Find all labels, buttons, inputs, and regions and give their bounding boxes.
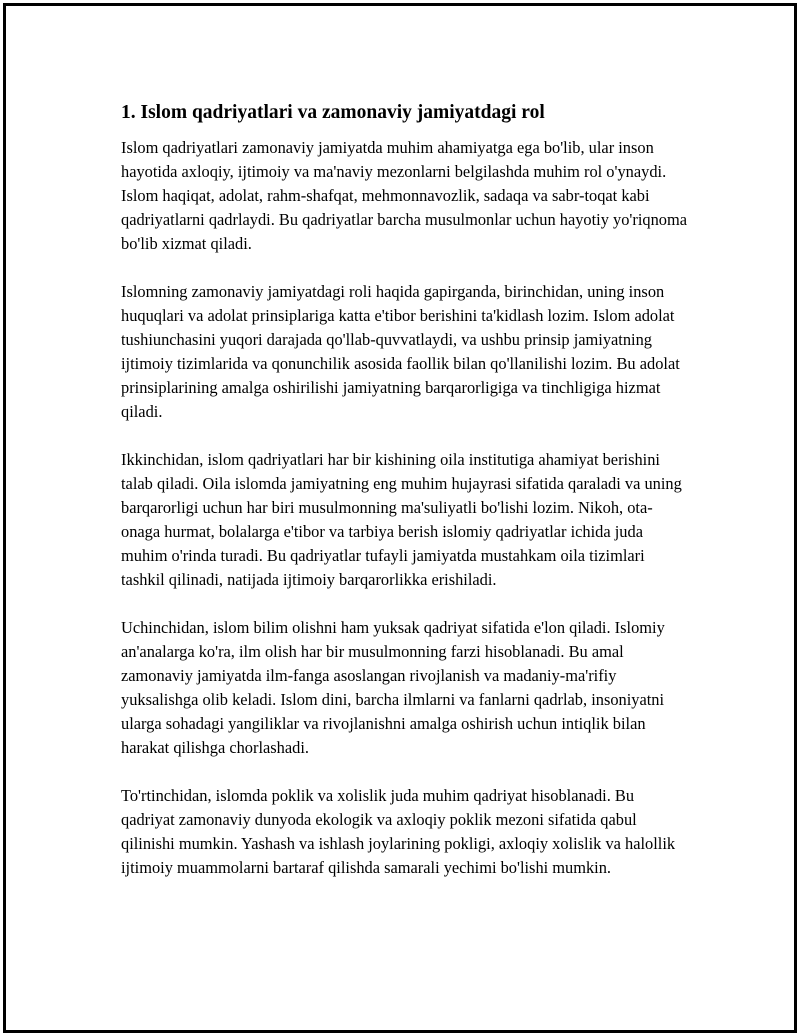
paragraph-5: To'rtinchidan, islomda poklik va xolislik juda muhim qadriyat hisoblanadi. Bu qadriyat zamonaviy dunyoda ekologik va axloqiy poklik mezoni sifatida qabul qilinishi mumkin. Yashash va ishlash joylarining pokligi, axloqiy xolislik va halollik ijtimoiy muammolarni bartaraf qilishda samarali yechimi bo'lishi mumkin. xyxy=(121,786,676,877)
document-body xyxy=(121,100,691,904)
paragraph-4: Uchinchidan, islom bilim olishni ham yuksak qadriyat sifatida e'lon qiladi. Islomiy an'analarga ko'ra, ilm olish har bir musulmonning farzi hisoblanadi. Bu amal zamonaviy jamiyatda ilm-fanga asoslangan rivojlanish va madaniy-ma'rifiy yuksalishga olib keladi. Islom dini, barcha ilmlarni va fanlarni qadrlab, insoniyatni ularga sohadagi yangiliklar va rivojlanishni amalga oshirish uchun intiqlik bilan harakat qilishga chorlashadi. xyxy=(121,618,665,757)
page-frame xyxy=(3,3,797,1033)
paragraph-2: Islomning zamonaviy jamiyatdagi roli haqida gapirganda, birinchidan, uning inson huquqlari va adolat prinsiplariga katta e'tibor berishini ta'kidlash lozim. Islom adolat tushiunchasini yuqori darajada qo'llab-quvvatlaydi, va ushbu prinsip jamiyatning ijtimoiy tizimlarida va qonunchilik asosida faollik bilan qo'llanilishi lozim. Bu adolat prinsiplarining amalga oshirilishi jamiyatning barqarorligiga va tinchligiga hizmat qiladi. xyxy=(121,282,680,421)
paragraph-1: Islom qadriyatlari zamonaviy jamiyatda muhim ahamiyatga ega bo'lib, ular inson hayotida axloqiy, ijtimoiy va ma'naviy mezonlarni belgilashda muhim rol o'ynaydi. Islom haqiqat, adolat, rahm-shafqat, mehmonnavozlik, sadaqa va sabr-toqat kabi qadriyatlarni qadrlaydi. Bu qadriyatlar barcha musulmonlar uchun hayotiy yo'riqnoma bo'lib xizmat qiladi. xyxy=(121,138,687,253)
paragraph-3: Ikkinchidan, islom qadriyatlari har bir kishining oila institutiga ahamiyat berishini talab qiladi. Oila islomda jamiyatning eng muhim hujayrasi sifatida qaraladi va uning barqarorligi uchun har biri musulmonning ma'suliyatli bo'lishi lozim. Nikoh, ota-onaga hurmat, bolalarga e'tibor va tarbiya berish islomiy qadriyatlar ichida juda muhim o'rinda turadi. Bu qadriyatlar tufayli jamiyatda mustahkam oila tizimlari tashkil qilinadi, natijada ijtimoiy barqarorlikka erishiladi. xyxy=(121,450,682,589)
section-heading: 1. Islom qadriyatlari va zamonaviy jamiyatdagi rol xyxy=(121,102,545,123)
